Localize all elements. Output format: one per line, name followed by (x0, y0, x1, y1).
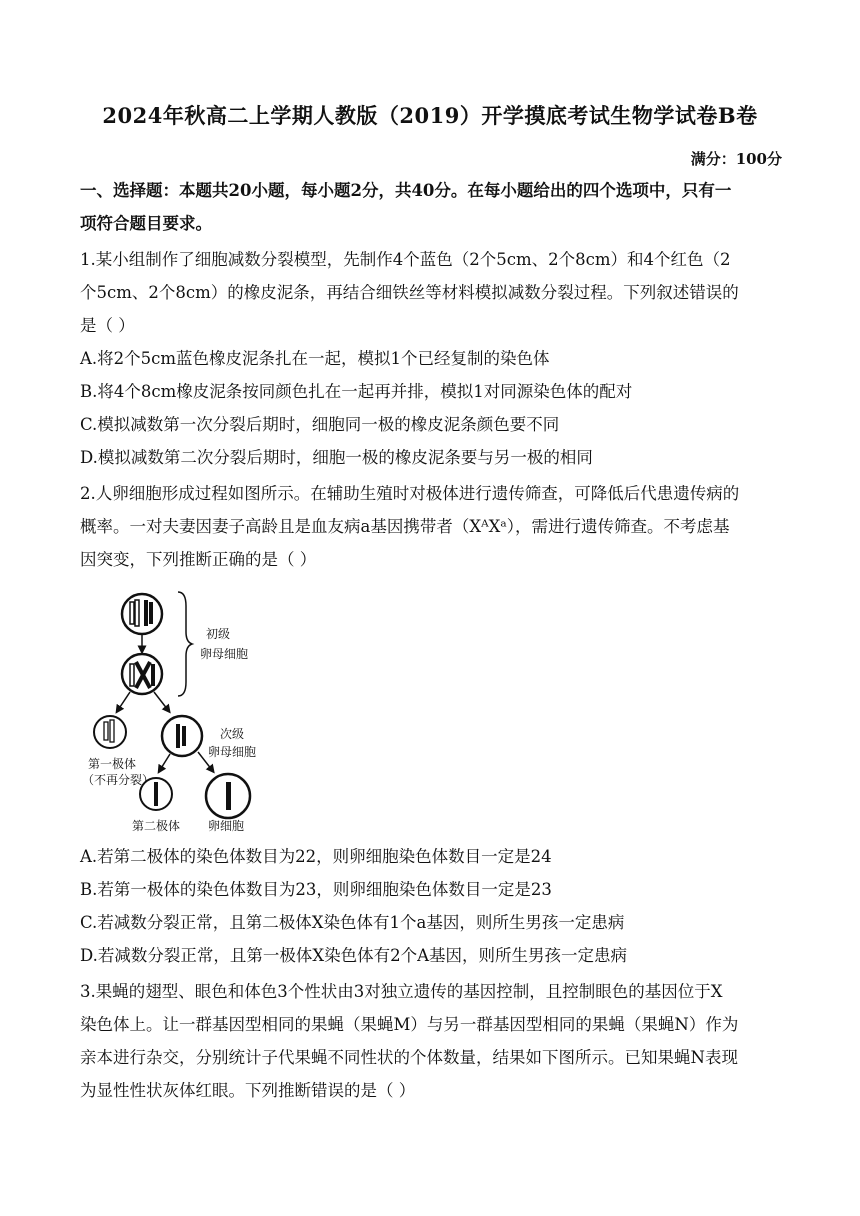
q2-option-d: D.若减数分裂正常，且第一极体X染色体有2个A基因，则所生男孩一定患病 (80, 946, 628, 965)
q1-option-a: A.将2个5cm蓝色橡皮泥条扎在一起，模拟1个已经复制的染色体 (80, 349, 550, 368)
oogenesis-diagram (80, 586, 280, 836)
second-polar-body (140, 778, 172, 810)
egg-cell (206, 774, 250, 818)
bracket (178, 592, 192, 696)
label-egg: 卵细胞 (208, 819, 245, 833)
q2-stem-line2: 概率。一对夫妻因妻子高龄且是血友病a基因携带者（XᴬXᵃ），需进行遗传筛查。不考虑基 (80, 517, 730, 536)
q1-stem-line1: 1.某小组制作了细胞减数分裂模型，先制作4个蓝色（2个5cm、2个8cm）和4个红色（2 (80, 250, 731, 269)
label-polar1-note: （不再分裂） (82, 773, 155, 787)
page-title: 2024年秋高二上学期人教版（2019）开学摸底考试生物学试卷B卷 (102, 103, 758, 128)
label-primary: 初级 (206, 627, 231, 641)
q1-stem-line3: 是（ ） (80, 316, 135, 335)
label-primary-2: 卵母细胞 (200, 647, 249, 661)
q3-stem-line1: 3.果蝇的翅型、眼色和体色3个性状由3对独立遗传的基因控制，且控制眼色的基因位于X (80, 982, 723, 1001)
q1-option-c: C.模拟减数第一次分裂后期时，细胞同一极的橡皮泥条颜色要不同 (80, 415, 560, 434)
q1-option-d: D.模拟减数第二次分裂后期时，细胞一极的橡皮泥条要与另一极的相同 (80, 448, 593, 467)
q3-stem-line2: 染色体上。让一群基因型相同的果蝇（果蝇M）与另一群基因型相同的果蝇（果蝇N）作为 (80, 1015, 739, 1034)
label-polar1: 第一极体 (88, 757, 137, 771)
q2-option-b: B.若第一极体的染色体数目为23，则卵细胞染色体数目一定是23 (80, 880, 552, 899)
label-secondary: 次级 (220, 727, 245, 741)
section-heading-line2: 项符合题目要求。 (80, 214, 212, 233)
label-polar2: 第二极体 (132, 819, 181, 833)
q2-stem-line1: 2.人卵细胞形成过程如图所示。在辅助生殖时对极体进行遗传筛查，可降低后代患遗传病的 (80, 484, 740, 503)
q2-option-a: A.若第二极体的染色体数目为22，则卵细胞染色体数目一定是24 (80, 847, 552, 866)
label-secondary-2: 卵母细胞 (208, 745, 257, 759)
q3-stem-line3: 亲本进行杂交，分别统计子代果蝇不同性状的个体数量，结果如下图所示。已知果蝇N表现 (80, 1048, 738, 1067)
q2-stem-line3: 因突变，下列推断正确的是（ ） (80, 550, 317, 569)
section-heading-line1: 一、选择题：本题共20小题，每小题2分，共40分。在每小题给出的四个选项中，只有一 (80, 181, 732, 200)
q1-stem-line2: 个5cm、2个8cm）的橡皮泥条，再结合细铁丝等材料模拟减数分裂过程。下列叙述错误的 (80, 283, 739, 302)
secondary-oocyte (162, 716, 202, 756)
q3-stem-line4: 为显性性状灰体红眼。下列推断错误的是（ ） (80, 1081, 416, 1100)
score-label: 满分：100分 (690, 150, 782, 168)
first-polar-body (94, 716, 126, 748)
primary-oocyte-cell-2 (122, 654, 162, 694)
q2-option-c: C.若减数分裂正常，且第二极体X染色体有1个a基因，则所生男孩一定患病 (80, 913, 625, 932)
q1-option-b: B.将4个8cm橡皮泥条按同颜色扎在一起再并排，模拟1对同源染色体的配对 (80, 382, 633, 401)
primary-oocyte-cell-1 (122, 594, 162, 634)
